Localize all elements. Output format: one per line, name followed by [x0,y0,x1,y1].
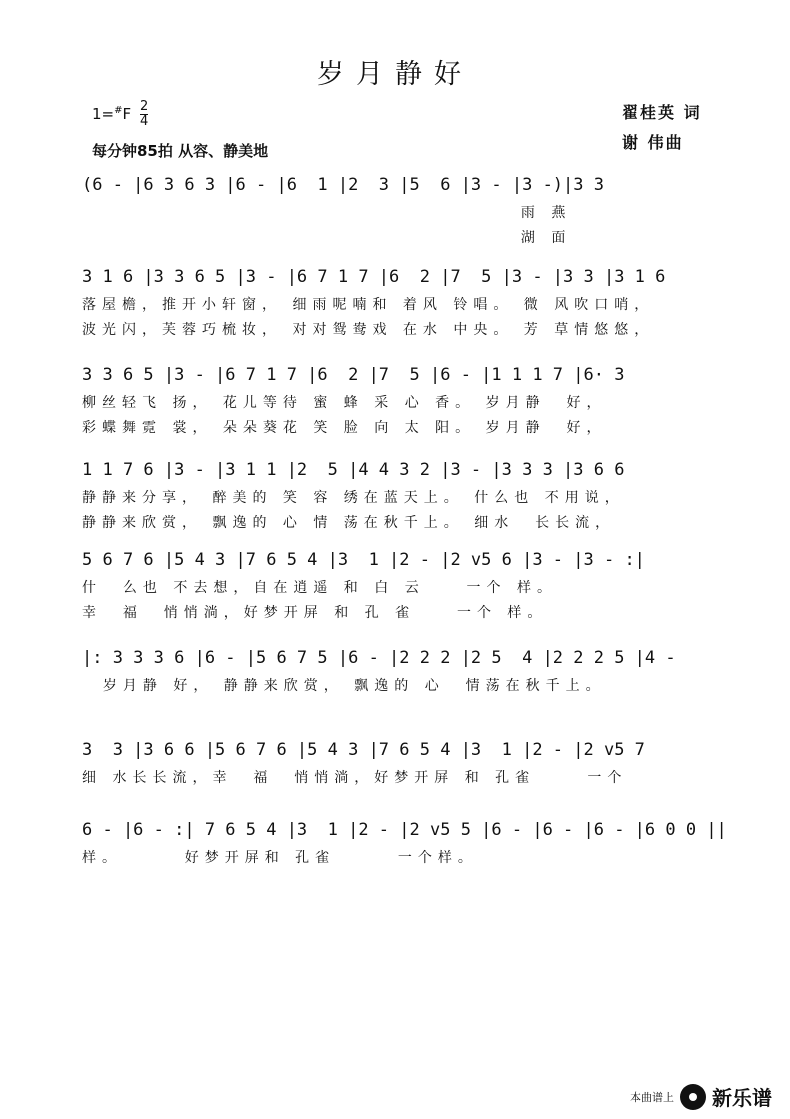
lyric-line: 波光闪，芙蓉巧梳妆， 对对鸳鸯戏 在水 中央。 芳 草情悠悠， [82,322,655,338]
notation-line: 3 1 6 |3 3 6 5 |3 - |6 7 1 7 |6 2 |7 5 |3 - |3 3 |3 1 6 [82,267,666,287]
record-disc-icon [680,1084,706,1110]
lyric-line: 岁月静 好， 静静来欣赏， 飘逸的 心 情荡在秋千上。 [82,678,606,694]
lyric-line: 样。 好梦开屏和 孔雀 一个样。 [82,850,478,866]
key-prefix: 1= [92,105,115,123]
lyric-line: 雨 燕 [82,205,572,221]
brand-logo: 新乐谱 [712,1086,772,1110]
notation-line: (6 - |6 3 6 3 |6 - |6 1 |2 3 |5 6 |3 - |3 -)|3 3 [82,175,604,195]
tempo-marking: 每分钟85拍 从容、静美地 [92,142,269,160]
notation-line: 1 1 7 6 |3 - |3 1 1 |2 5 |4 4 3 2 |3 - |3 3 3 |3 6 6 [82,460,625,480]
notation-line: |: 3 3 3 6 |6 - |5 6 7 5 |6 - |2 2 2 |2 5 4 |2 2 2 5 |4 - [82,648,676,668]
time-bottom: 4 [139,114,149,129]
footer-brand [630,1082,772,1111]
composer-credit: 谢 伟曲 [622,133,684,152]
key-signature [92,100,148,129]
lyricist-credit: 翟桂英 词 [622,103,702,122]
score-row [82,455,732,536]
sharp-sign: # [114,105,123,116]
score-row [82,735,732,791]
lyric-line: 什 么也 不去想，自在逍遥 和 白 云 一个 样。 [82,580,557,596]
lyric-line: 湖 面 [82,230,572,246]
lyric-line: 落屋檐，推开小轩窗， 细雨呢喃和 着风 铃唱。 微 风吹口哨， [82,297,655,313]
time-signature [140,100,148,129]
score-row [82,262,732,343]
lyric-line: 柳丝轻飞 扬， 花儿等待 蜜 蜂 采 心 香。 岁月静 好， [82,395,607,411]
time-top: 2 [139,99,149,114]
notation-line: 3 3 6 5 |3 - |6 7 1 7 |6 2 |7 5 |6 - |1 1 1 7 |6· 3 [82,365,625,385]
lyric-line: 静静来分享， 醉美的 笑 容 绣在蓝天上。 什么也 不用说， [82,490,625,506]
score-row [82,643,732,699]
score-row [82,170,732,251]
lyric-line: 幸 福 悄悄淌，好梦开屏 和 孔 雀 一个 样。 [82,605,548,621]
notation-line: 3 3 |3 6 6 |5 6 7 6 |5 4 3 |7 6 5 4 |3 1 |2 - |2 v5 7 [82,740,645,760]
key-note: F [122,105,132,123]
lyric-line: 细 水长长流，幸 福 悄悄淌，好梦开屏 和 孔雀 一个 [82,770,628,786]
footer-text: 本曲谱上 [630,1090,674,1104]
score-row [82,360,732,441]
score-row [82,545,732,626]
notation-line: 5 6 7 6 |5 4 3 |7 6 5 4 |3 1 |2 - |2 v5 6 |3 - |3 - :| [82,550,645,570]
lyric-line: 静静来欣赏， 飘逸的 心 情 荡在秋千上。 细水 长长流， [82,515,616,531]
notation-line: 6 - |6 - :| 7 6 5 4 |3 1 |2 - |2 v5 5 |6 - |6 - |6 - |6 0 0 || [82,820,727,840]
song-title: 岁月静好 [317,59,473,90]
score-row [82,815,732,871]
lyric-line: 彩蝶舞霓 裳， 朵朵葵花 笑 脸 向 太 阳。 岁月静 好， [82,420,607,436]
